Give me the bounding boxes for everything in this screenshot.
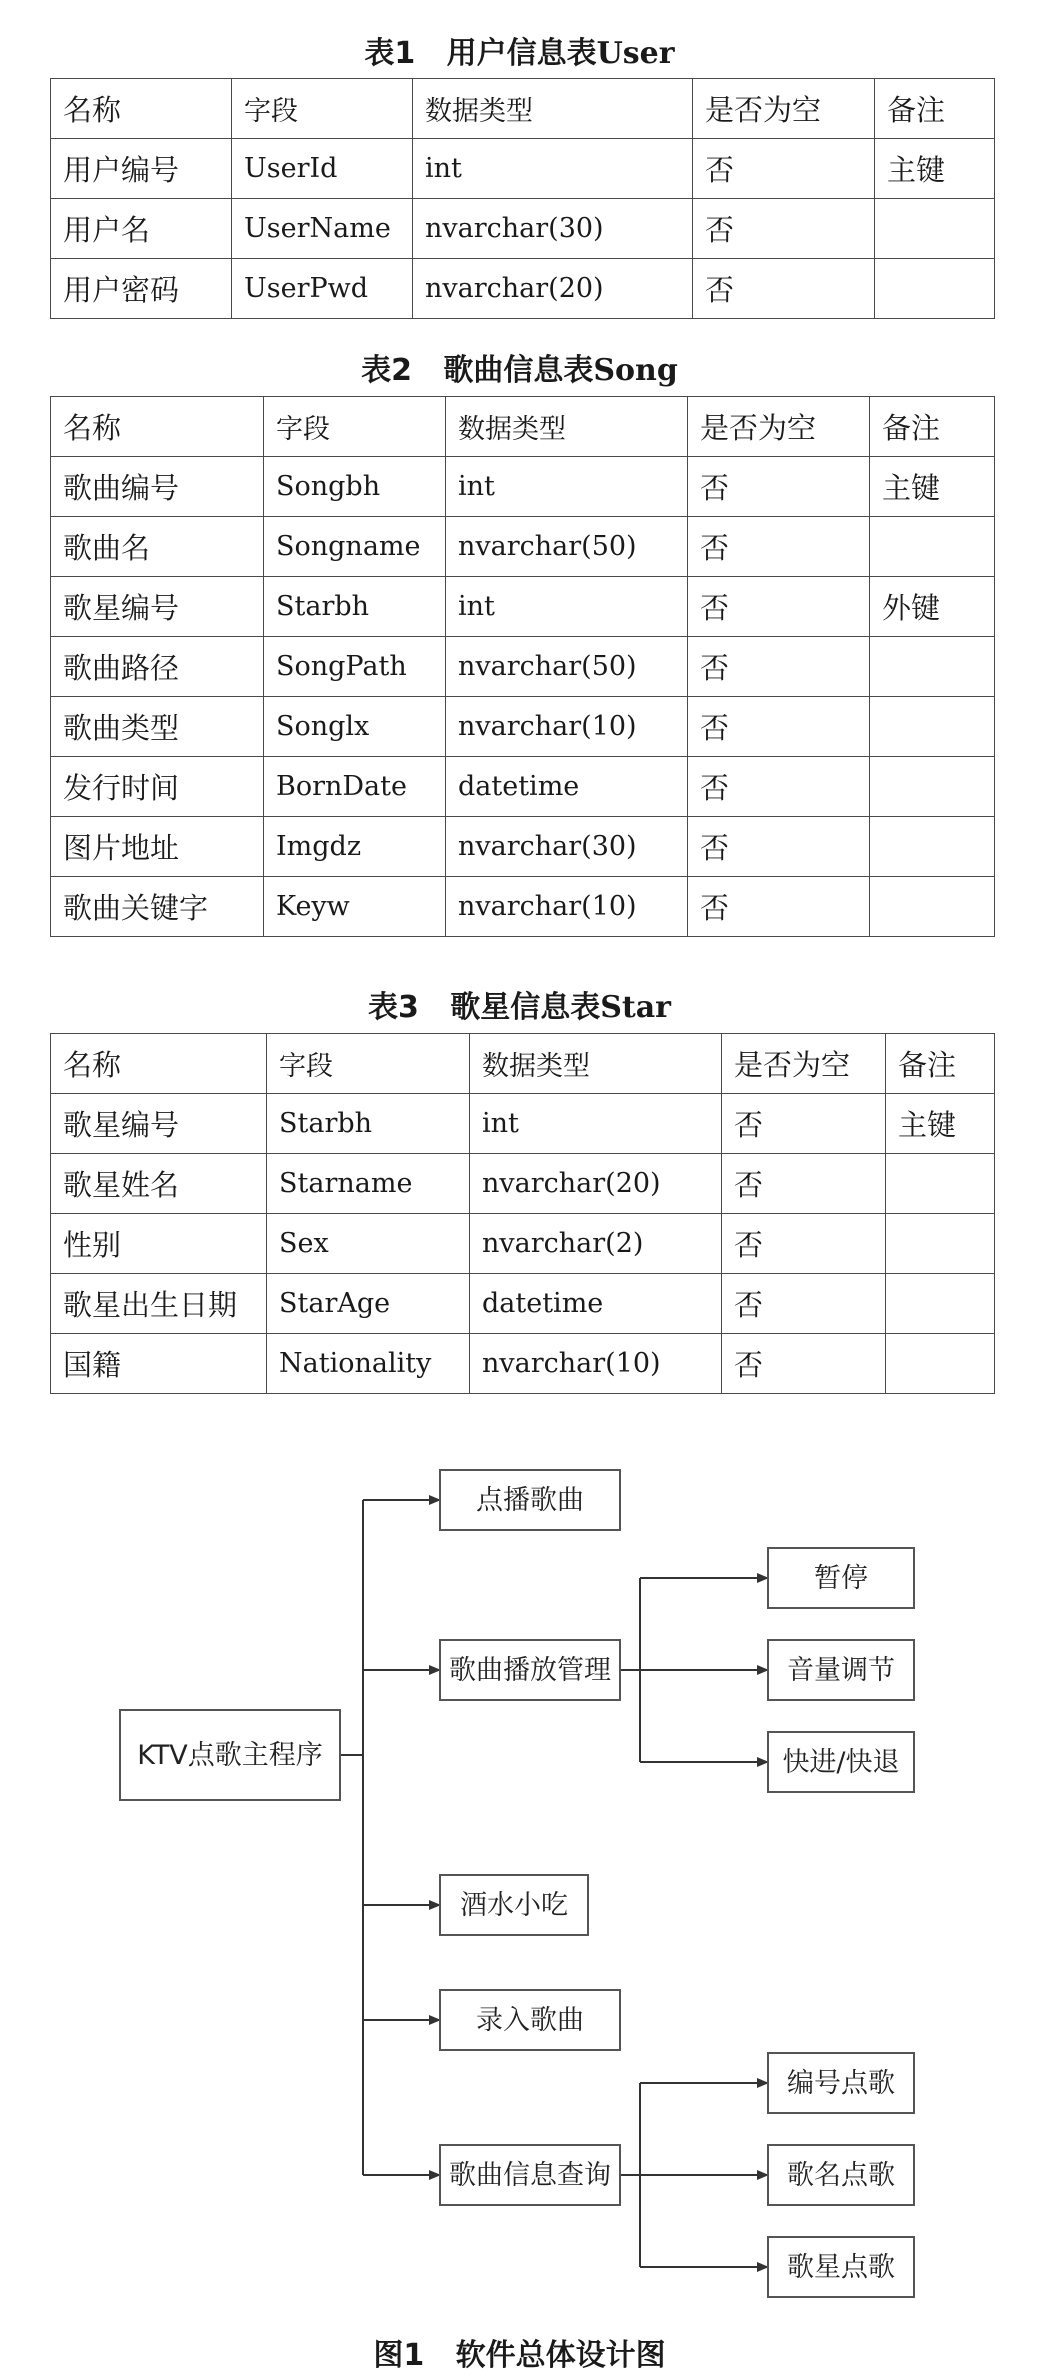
- table-cell: StarAge: [267, 1274, 470, 1334]
- table-cell: 否: [688, 577, 870, 637]
- root-node-label: KTV点歌主程序: [137, 1740, 323, 1771]
- table-row: [51, 259, 995, 319]
- leaf-node-label: 编号点歌: [787, 2068, 895, 2099]
- table-1-name: User: [596, 36, 675, 71]
- star-info-table: [50, 1033, 995, 1394]
- table-cell: [886, 1274, 995, 1334]
- table-cell: 名称: [51, 79, 232, 139]
- table-cell: nvarchar(50): [446, 637, 688, 697]
- table-cell: 用户密码: [51, 259, 232, 319]
- table-cell: 外键: [870, 577, 995, 637]
- table-cell: 国籍: [51, 1334, 267, 1394]
- table-cell: SongPath: [264, 637, 446, 697]
- table-cell: 用户名: [51, 199, 232, 259]
- song-info-table: [50, 396, 995, 937]
- table-row: [51, 1274, 995, 1334]
- table-cell: Imgdz: [264, 817, 446, 877]
- table-cell: 主键: [870, 457, 995, 517]
- table-cell: 数据类型: [446, 397, 688, 457]
- table-cell: 否: [722, 1274, 886, 1334]
- table-2-caption: [0, 345, 1039, 389]
- table-row: [51, 697, 995, 757]
- table-cell: 否: [688, 877, 870, 937]
- leaf-node: [768, 1732, 914, 1792]
- table-cell: [875, 199, 995, 259]
- table-cell: nvarchar(10): [470, 1334, 722, 1394]
- table-row: [51, 517, 995, 577]
- table-3-number: 表3: [368, 990, 419, 1025]
- table-cell: 歌曲编号: [51, 457, 264, 517]
- table-cell: 歌曲路径: [51, 637, 264, 697]
- table-row: [51, 877, 995, 937]
- table-cell: 是否为空: [688, 397, 870, 457]
- table-cell: [875, 259, 995, 319]
- branch-node: [440, 1470, 620, 1530]
- table-cell: 否: [693, 199, 875, 259]
- table-cell: 是否为空: [693, 79, 875, 139]
- table-cell: 备注: [886, 1034, 995, 1094]
- table-row: [51, 577, 995, 637]
- table-cell: nvarchar(30): [413, 199, 693, 259]
- leaf-node: [768, 2053, 914, 2113]
- figure-1-caption: [0, 2330, 1039, 2374]
- table-cell: [870, 757, 995, 817]
- table-cell: 名称: [51, 397, 264, 457]
- table-header-row: [51, 79, 995, 139]
- table-cell: 否: [722, 1094, 886, 1154]
- table-cell: 字段: [232, 79, 413, 139]
- table-cell: BornDate: [264, 757, 446, 817]
- table-cell: 数据类型: [470, 1034, 722, 1094]
- table-cell: nvarchar(2): [470, 1214, 722, 1274]
- table-cell: 否: [688, 697, 870, 757]
- branch-node: [440, 2145, 620, 2205]
- table-row: [51, 139, 995, 199]
- table-cell: 歌星编号: [51, 577, 264, 637]
- table-cell: int: [413, 139, 693, 199]
- table-cell: [870, 877, 995, 937]
- table-cell: 否: [693, 139, 875, 199]
- table-2-number: 表2: [361, 353, 413, 388]
- table-cell: 歌曲关键字: [51, 877, 264, 937]
- table-cell: 否: [688, 637, 870, 697]
- table-cell: 否: [722, 1334, 886, 1394]
- leaf-node-label: 音量调节: [787, 1655, 895, 1686]
- table-cell: UserName: [232, 199, 413, 259]
- table-3-title: 歌星信息表: [450, 990, 601, 1025]
- table-cell: Starbh: [267, 1094, 470, 1154]
- leaf-node-label: 暂停: [814, 1563, 868, 1594]
- table-cell: datetime: [470, 1274, 722, 1334]
- table-cell: [886, 1334, 995, 1394]
- table-cell: 用户编号: [51, 139, 232, 199]
- table-cell: 图片地址: [51, 817, 264, 877]
- branch-node-label: 酒水小吃: [460, 1890, 568, 1921]
- table-cell: Sex: [267, 1214, 470, 1274]
- table-cell: nvarchar(10): [446, 877, 688, 937]
- branch-node-label: 歌曲播放管理: [449, 1655, 611, 1686]
- table-cell: 否: [688, 517, 870, 577]
- table-cell: 否: [722, 1214, 886, 1274]
- table-cell: Starbh: [264, 577, 446, 637]
- leaf-node: [768, 1548, 914, 1608]
- branch-node-label: 录入歌曲: [476, 2005, 584, 2036]
- table-cell: 否: [688, 817, 870, 877]
- figure-1-title: 软件总体设计图: [455, 2338, 666, 2373]
- table-1-number: 表1: [364, 36, 416, 71]
- table-row: [51, 1214, 995, 1274]
- root-node: [120, 1710, 340, 1800]
- table-cell: 备注: [870, 397, 995, 457]
- table-cell: 发行时间: [51, 757, 264, 817]
- user-info-table: [50, 78, 995, 319]
- table-cell: nvarchar(10): [446, 697, 688, 757]
- branch-node: [440, 1875, 588, 1935]
- table-cell: int: [470, 1094, 722, 1154]
- table-cell: 数据类型: [413, 79, 693, 139]
- table-3-caption: [0, 982, 1039, 1026]
- table-cell: 歌星编号: [51, 1094, 267, 1154]
- table-row: [51, 1154, 995, 1214]
- branch-node-label: 点播歌曲: [476, 1485, 584, 1516]
- table-cell: datetime: [446, 757, 688, 817]
- table-cell: 歌曲名: [51, 517, 264, 577]
- table-cell: [870, 517, 995, 577]
- table-cell: Songbh: [264, 457, 446, 517]
- figure-1-number: 图1: [373, 2338, 425, 2373]
- table-cell: 字段: [267, 1034, 470, 1094]
- table-cell: Keyw: [264, 877, 446, 937]
- table-row: [51, 1334, 995, 1394]
- table-cell: 否: [688, 757, 870, 817]
- table-cell: [886, 1154, 995, 1214]
- table-cell: nvarchar(20): [470, 1154, 722, 1214]
- table-cell: Starname: [267, 1154, 470, 1214]
- table-cell: 否: [693, 259, 875, 319]
- table-cell: 歌星姓名: [51, 1154, 267, 1214]
- table-cell: 是否为空: [722, 1034, 886, 1094]
- leaf-node-label: 歌名点歌: [787, 2160, 895, 2191]
- table-cell: [870, 697, 995, 757]
- table-cell: [886, 1214, 995, 1274]
- table-cell: 名称: [51, 1034, 267, 1094]
- leaf-node-label: 快进/快退: [782, 1747, 900, 1778]
- table-cell: Nationality: [267, 1334, 470, 1394]
- table-cell: int: [446, 457, 688, 517]
- table-header-row: [51, 1034, 995, 1094]
- branch-node: [440, 1640, 620, 1700]
- table-cell: nvarchar(50): [446, 517, 688, 577]
- table-row: [51, 817, 995, 877]
- branch-node: [440, 1990, 620, 2050]
- table-2-title: 歌曲信息表: [443, 353, 594, 388]
- table-cell: nvarchar(30): [446, 817, 688, 877]
- table-row: [51, 199, 995, 259]
- table-cell: 备注: [875, 79, 995, 139]
- branch-node-label: 歌曲信息查询: [449, 2160, 611, 2191]
- leaf-node: [768, 1640, 914, 1700]
- table-row: [51, 457, 995, 517]
- table-cell: UserId: [232, 139, 413, 199]
- table-3-name: Star: [600, 990, 671, 1025]
- table-row: [51, 1094, 995, 1154]
- table-cell: 主键: [875, 139, 995, 199]
- table-cell: 主键: [886, 1094, 995, 1154]
- leaf-node-label: 歌星点歌: [787, 2252, 895, 2283]
- table-cell: [870, 637, 995, 697]
- table-row: [51, 637, 995, 697]
- table-cell: Songname: [264, 517, 446, 577]
- table-row: [51, 757, 995, 817]
- table-cell: UserPwd: [232, 259, 413, 319]
- software-design-diagram: [0, 1440, 1039, 2300]
- table-cell: int: [446, 577, 688, 637]
- table-cell: 性别: [51, 1214, 267, 1274]
- leaf-node: [768, 2237, 914, 2297]
- table-cell: 字段: [264, 397, 446, 457]
- table-cell: 歌曲类型: [51, 697, 264, 757]
- table-cell: 歌星出生日期: [51, 1274, 267, 1334]
- table-header-row: [51, 397, 995, 457]
- table-cell: nvarchar(20): [413, 259, 693, 319]
- table-cell: 否: [722, 1154, 886, 1214]
- table-cell: 否: [688, 457, 870, 517]
- table-2-name: Song: [593, 353, 678, 388]
- table-cell: Songlx: [264, 697, 446, 757]
- table-cell: [870, 817, 995, 877]
- table-1-title: 用户信息表: [446, 36, 597, 71]
- leaf-node: [768, 2145, 914, 2205]
- table-1-caption: [0, 28, 1039, 72]
